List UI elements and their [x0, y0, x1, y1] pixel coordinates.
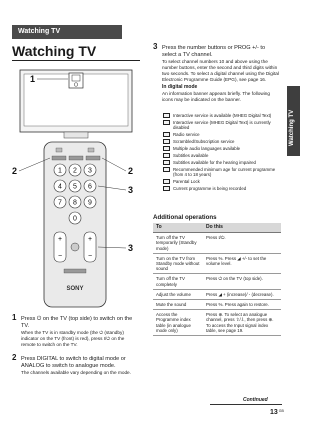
ops-table	[153, 223, 281, 336]
step-body: To select channel numbers 10 and above using the number buttons, enter the second and third digits within two seconds. To select a digital channel using the Digital Electronic Programme Guide (EPG), see page 16.	[162, 59, 279, 82]
step-title: Press ⏻ on the TV (top side) to switch on the TV.	[21, 316, 133, 329]
page-lang: GB	[278, 409, 284, 413]
interactive-service-current-icon	[163, 120, 170, 125]
table-row: Turn on the TV from Standby mode without sound Press %. Press ◢ +/- to set the volume level.	[153, 253, 281, 274]
step-title: Press DIGITAL to switch to digital mode or ANALOG to switch to analogue mode.	[21, 356, 126, 369]
svg-text:−: −	[57, 253, 63, 260]
svg-text:+: +	[57, 236, 63, 243]
list-item: Radio service	[163, 132, 281, 137]
step-1	[12, 313, 138, 348]
step-subbody: An information banner appears briefly. The following icons may be indicated on the banner.	[162, 91, 270, 103]
banner-icon-list	[163, 113, 281, 193]
list-item: Current programme is being recorded	[163, 186, 281, 191]
list-item: Recommended minimum age for current programme (from 4 to 18 years)	[163, 167, 281, 178]
svg-text:+: +	[87, 236, 93, 243]
page-number: $13^{GB}$	[270, 409, 284, 416]
side-tab: Watching TV	[287, 86, 300, 156]
table-row: Mute the sound Press %. Press again to restore.	[153, 300, 281, 310]
callout-3-lower: 3	[128, 243, 134, 253]
multiple-audio-icon	[163, 146, 170, 151]
svg-text:4: 4	[58, 183, 62, 191]
step-2	[12, 353, 138, 376]
callout-1: 1	[30, 74, 36, 84]
callout-2-left: 2	[12, 166, 18, 176]
svg-text:0: 0	[73, 215, 77, 223]
page-title: Watching TV	[12, 43, 97, 59]
svg-text:1: 1	[58, 167, 62, 175]
step-number: 3	[153, 42, 158, 51]
table-row: Access the Programme index table (in analogue mode only) Press ⊕. To select an analogue channel, press ⇧/⇩, then press ⊕. To access the Input signal index table, see page 19.	[153, 310, 281, 336]
svg-text:9: 9	[88, 199, 92, 207]
heading-rule	[12, 60, 140, 61]
table-row: Turn off the TV completely Press ⏻ on the TV (top side).	[153, 274, 281, 289]
step-body: The channels available vary depending on the mode.	[21, 370, 131, 376]
parental-lock-icon	[163, 179, 170, 184]
svg-text:5: 5	[73, 183, 77, 191]
step-title: Press the number buttons or PROG +/- to select a TV channel.	[162, 45, 266, 58]
step-3	[153, 42, 281, 103]
list-item: Multiple audio languages available	[163, 146, 281, 151]
callout-2-right: 2	[128, 166, 134, 176]
tv-remote-illustration	[12, 62, 137, 312]
col-header-do: Do this	[203, 223, 281, 233]
list-item: Scrambled/Subscription service	[163, 139, 281, 144]
continued-label: Continued	[243, 397, 268, 403]
min-age-icon	[163, 167, 170, 172]
col-header-to: To	[153, 223, 203, 233]
step-subheading: In digital mode	[162, 83, 198, 90]
svg-text:−: −	[87, 253, 93, 260]
svg-text:3: 3	[88, 167, 92, 175]
list-item: Interactive service is available (MHEG Digital Text)	[163, 113, 281, 118]
ops-heading: Additional operations	[153, 214, 217, 221]
tv-illustration	[20, 70, 132, 138]
interactive-service-icon	[163, 113, 170, 118]
svg-text:6: 6	[88, 183, 92, 191]
table-row: Turn off the TV temporarily (Standby mode) Press I/⏻.	[153, 233, 281, 254]
svg-text:2: 2	[73, 167, 77, 175]
blocked-programme-icon	[163, 186, 170, 191]
subtitles-icon	[163, 153, 170, 158]
table-row: Adjust the volume Press ◢ + (increase)/ - (decrease).	[153, 289, 281, 299]
list-item: Parental Lock	[163, 179, 281, 184]
subtitles-hearing-icon	[163, 160, 170, 165]
radio-service-icon	[163, 132, 170, 137]
scrambled-service-icon	[163, 139, 170, 144]
svg-text:8: 8	[73, 199, 77, 207]
continued-rule	[210, 404, 282, 405]
callout-3-upper: 3	[128, 185, 134, 195]
svg-text:7: 7	[58, 199, 62, 207]
section-tab: Watching TV	[12, 25, 122, 39]
remote-illustration	[44, 142, 106, 307]
step-number: 2	[12, 353, 17, 362]
step-body: When the TV is in standby mode (the ⏻ (standby) indicator on the TV (front) is red), press I/⏻ on the remote to switch on the TV.	[21, 330, 125, 347]
list-item: Subtitles available	[163, 153, 281, 158]
step-number: 1	[12, 313, 17, 322]
list-item: Interactive service (MHEG Digital Text) is currently disabled	[163, 120, 281, 131]
brand-logo: SONY	[66, 286, 84, 292]
list-item: Subtitles available for the hearing impaired	[163, 160, 281, 165]
